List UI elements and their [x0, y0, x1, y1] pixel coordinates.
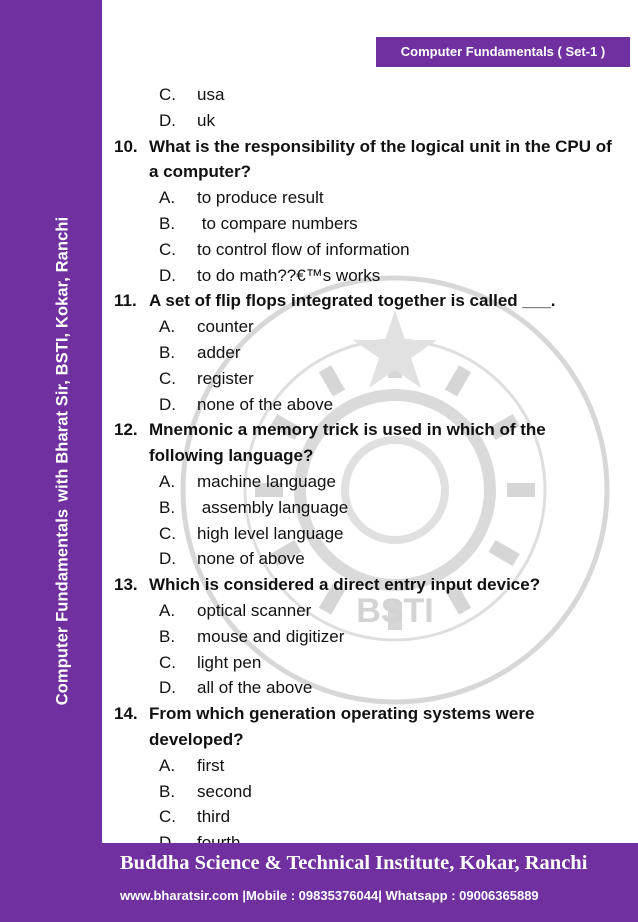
option-letter: A. [159, 188, 176, 208]
question-text: From which generation operating systems were developed? [149, 704, 535, 749]
option-letter: C. [159, 239, 176, 259]
question-item [114, 701, 624, 753]
question-text: Which is considered a direct entry input device? [149, 575, 541, 595]
option-letter: A. [159, 755, 176, 775]
sidebar-title-part2: with Bharat Sir, BSTI, Kokar, Ranchi [53, 216, 72, 502]
option-letter: D. [159, 265, 176, 285]
option-letter: D. [159, 110, 176, 130]
sidebar-title-part1: Computer Fundamentals [53, 508, 72, 706]
option-text: none of above [197, 549, 305, 569]
option-item [114, 675, 624, 701]
option-letter: C. [159, 807, 176, 827]
option-letter: B. [159, 342, 176, 362]
question-text: A set of flip flops integrated together is called ___. [149, 291, 556, 311]
option-letter: A. [159, 471, 176, 491]
header-badge: Computer Fundamentals ( Set-1 ) [376, 37, 630, 67]
option-item [114, 392, 624, 418]
option-text: light pen [197, 652, 262, 672]
question-text: What is the responsibility of the logical unit in the CPU of a computer? [149, 136, 612, 182]
option-letter: C. [159, 523, 176, 543]
option-text: machine language [197, 471, 336, 491]
footer-institute: Buddha Science & Technical Institute, Kokar, Ranchi [120, 852, 588, 874]
option-letter: C. [159, 652, 176, 672]
option-item [114, 753, 624, 779]
option-letter: D. [159, 394, 176, 414]
option-item [114, 546, 624, 572]
question-number: 10. [114, 136, 138, 156]
question-number: 14. [114, 704, 138, 724]
option-letter: C. [159, 85, 176, 104]
option-text: to compare numbers [197, 213, 358, 233]
option-text: to control flow of information [197, 239, 410, 259]
question-item [114, 288, 624, 314]
option-letter: D. [159, 549, 176, 569]
question-number: 11. [114, 291, 137, 311]
option-text: first [197, 755, 225, 775]
option-item [114, 366, 624, 392]
option-text: usa [197, 85, 225, 104]
sidebar-title [54, 217, 73, 706]
option-text: none of the above [197, 394, 334, 414]
option-letter: B. [159, 626, 176, 646]
option-item [114, 779, 624, 805]
option-item [114, 469, 624, 495]
option-item [114, 521, 624, 547]
question-item [114, 572, 624, 598]
watermark-text: BSTI [356, 592, 434, 630]
option-text: second [197, 781, 252, 801]
option-text: high level language [197, 523, 344, 543]
option-text: uk [197, 110, 215, 130]
option-item [114, 237, 624, 263]
option-item [114, 340, 624, 366]
option-letter: C. [159, 368, 176, 388]
footer-contact: www.bharatsir.com |Mobile : 09835376044| Whatsapp : 09006365889 [120, 888, 539, 903]
option-text: mouse and digitizer [197, 626, 345, 646]
question-item [114, 417, 624, 469]
option-text: counter [197, 317, 254, 337]
question-number: 13. [114, 575, 138, 595]
option-item [114, 314, 624, 340]
option-letter: A. [159, 600, 176, 620]
option-text: all of the above [197, 678, 313, 698]
option-item [114, 650, 624, 676]
option-text: register [197, 368, 254, 388]
option-text: adder [197, 342, 241, 362]
option-item [114, 108, 624, 134]
option-letter: B. [159, 497, 176, 517]
option-text: third [197, 807, 231, 827]
option-item [114, 495, 624, 521]
option-letter: A. [159, 317, 176, 337]
option-item [114, 624, 624, 650]
option-item [114, 804, 624, 830]
option-letter: D. [159, 678, 176, 698]
question-content [114, 82, 624, 856]
footer [102, 843, 638, 922]
option-letter: B. [159, 213, 176, 233]
question-text: Mnemonic a memory trick is used in which of the following language? [149, 420, 546, 466]
option-text: to produce result [197, 188, 324, 208]
option-item [114, 82, 624, 108]
option-item [114, 263, 624, 289]
option-text: to do math??€™s works [197, 265, 381, 285]
question-number: 12. [114, 420, 138, 440]
question-item [114, 134, 624, 186]
option-text: optical scanner [197, 600, 312, 620]
option-letter: B. [159, 781, 176, 801]
option-text: assembly language [197, 497, 349, 517]
option-item [114, 211, 624, 237]
option-item [114, 598, 624, 624]
option-item [114, 185, 624, 211]
sidebar [0, 0, 102, 922]
